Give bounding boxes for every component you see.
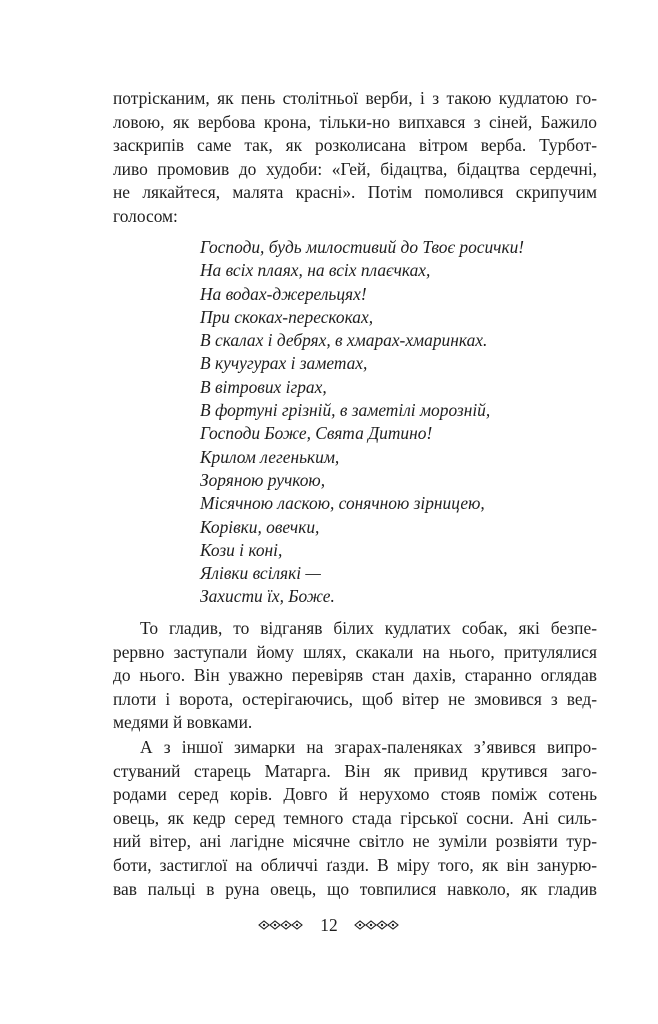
ornament-icon: [258, 919, 304, 931]
poem-line: Ялівки всілякі —: [200, 563, 321, 584]
text-line: плоти і ворота, остерігаючись, щоб вітер не змовився з вед-: [113, 688, 597, 709]
text-line: до нього. Він уважно перевіряв стан дахів, старанно оглядав: [113, 665, 597, 686]
poem-line: На всіх плаях, на всіх плаєчках,: [200, 260, 431, 281]
paragraph-3: [113, 736, 597, 901]
text-line: ливо промовив до худоби: «Гей, бідацтва, бідацтва сердечні,: [113, 158, 597, 179]
poem-line: Крилом легеньким,: [200, 446, 340, 467]
poem-line: Господи, будь милостивий до Твоє росички!: [200, 237, 525, 257]
text-line: потрісканим, як пень столітньої верби, і з такою кудлатою го-: [113, 88, 597, 108]
text-line: вав пальці в руна овець, що товпилися навколо, як гладив: [113, 878, 597, 899]
paragraph-2: [113, 617, 597, 735]
poem-line: В вітрових іграх,: [200, 376, 327, 397]
text-line: стуваний старець Матарга. Він як привид крутився заго-: [113, 760, 597, 781]
text-line: родами серед корів. Довго й нерухомо стояв поміж сотень: [113, 784, 597, 805]
poem-line: Господи Боже, Свята Дитино!: [200, 423, 433, 444]
text-line: не лякайтеся, малята красні». Потім помолився скрипучим: [113, 182, 597, 203]
poem-line: В кучугурах і заметах,: [200, 353, 368, 374]
text-line: голосом:: [113, 205, 178, 226]
poem-line: Корівки, овечки,: [200, 516, 320, 537]
page-footer: [0, 911, 658, 937]
text-line: рервно заступали йому шлях, скакали на нього, притулялися: [113, 641, 597, 662]
text-line: ловою, як вербова крона, тільки-но випхався з сіней, Бажило: [113, 111, 597, 132]
poem-verse: [200, 236, 524, 609]
poem-line: В фортуні грізній, в заметілі морозній,: [200, 400, 491, 421]
poem-line: Захисти їх, Боже.: [200, 586, 335, 607]
page-number: 12: [320, 915, 338, 935]
text-line: овець, як кедр серед темного стада гірської сосни. Ані силь-: [113, 807, 597, 828]
text-line: А з іншої зимарки на згарах-паленяках з’явився випро-: [140, 737, 597, 757]
text-line: ний вітер, ані лагідне місячне світло не зуміли розвіяти тур-: [113, 831, 597, 852]
poem-line: Місячною ласкою, сонячною зірницею,: [200, 493, 485, 514]
text-line: То гладив, то відганяв білих кудлатих собак, які безпе-: [140, 618, 597, 638]
poem-line: На водах-джерельцях!: [200, 283, 367, 304]
poem-line: Кози і коні,: [200, 539, 283, 560]
poem-line: При скоках-перескоках,: [200, 306, 374, 327]
paragraph-1: [113, 87, 597, 229]
poem-line: В скалах і дебрях, в хмарах-хмаринках.: [200, 330, 488, 351]
poem-line: Зоряною ручкою,: [200, 469, 326, 490]
text-line: боти, застиглої на обличчі ґазди. В міру того, як він занурю-: [113, 854, 597, 875]
text-line: медями й вовками.: [113, 712, 253, 733]
text-line: заскрипів саме так, як розколисана вітром верба. Турбот-: [113, 135, 597, 156]
ornament-icon: [354, 919, 400, 931]
